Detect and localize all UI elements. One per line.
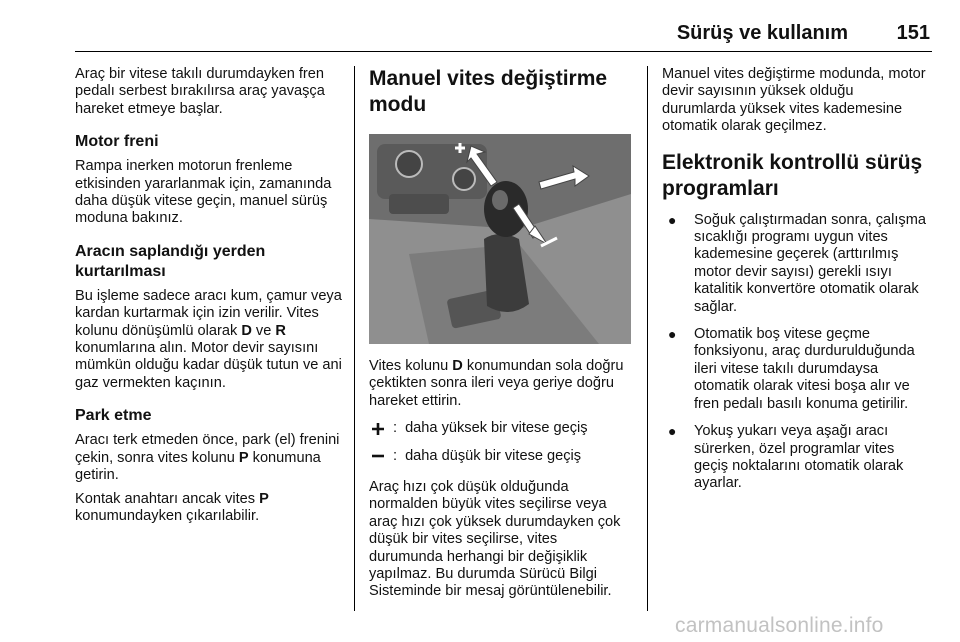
bullet-dot: ● <box>668 211 677 228</box>
manual-mode-heading: Manuel vites değiştirme modu <box>369 67 608 116</box>
plus-row <box>369 420 635 437</box>
plus-colon: : <box>393 420 398 437</box>
park-heading: Park etme <box>75 407 152 425</box>
gear-key-p-2: P <box>259 490 269 507</box>
manual-mode-paragraph-2: Araç hızı çok düşük olduğunda normalden büyük vites seçilirse veya araç hızı çok yüksek durumdayken çok düşük bir vites seçilirse, vites durumunda herhangi bir değişiklik yapılmaz. Bu durumda Sürücü Bilgi Sisteminde bir mesaj görüntülenebilir. <box>369 479 621 600</box>
list-item <box>662 326 930 413</box>
right-column <box>662 66 930 503</box>
gear-shifter-photo <box>369 134 631 344</box>
bullet-dot: ● <box>668 326 677 343</box>
minus-icon <box>369 449 387 463</box>
saplanma-text: Bu işleme sadece aracı kum, çamur veya kardan kurtarmak için izin verilir. Vites kolunu dönüşümlü olarak D ve R konumlarına alın. Motor devir sayısını mümkün olduğu kadar düşük tutun ve ani gaz vermekten kaçının. <box>75 287 342 391</box>
gear-key-r: R <box>275 322 286 339</box>
minus-label: daha düşük bir vitese geçiş <box>405 447 582 464</box>
park-text-1: Aracı terk etmeden önce, park (el) frenini çekin, sonra vites kolunu P konumuna getirin. <box>75 432 340 484</box>
electronic-programs-heading: Elektronik kontrollü sürüş programları <box>662 150 923 200</box>
list-item <box>662 212 930 316</box>
motor-freni-heading: Motor freni <box>75 133 159 151</box>
bullet-text: Yokuş yukarı veya aşağı aracı sürerken, özel programlar vites geçiş noktalarını otomatik olarak ayarlar. <box>694 423 904 492</box>
middle-column <box>369 66 635 601</box>
minus-row <box>369 448 635 465</box>
column-divider-1 <box>354 66 355 611</box>
left-column <box>75 66 345 525</box>
column-divider-2 <box>647 66 648 611</box>
plus-label: daha yüksek bir vitese geçiş <box>405 420 588 437</box>
gear-key-p: P <box>238 449 249 466</box>
watermark: carmanualsonline.info <box>675 614 884 637</box>
plus-icon <box>369 422 387 436</box>
minus-colon: : <box>393 447 398 464</box>
page-number: 151 <box>896 22 930 44</box>
list-item <box>662 423 930 493</box>
bullet-dot: ● <box>668 423 677 440</box>
intro-paragraph: Araç bir vitese takılı durumdayken fren pedalı serbest bırakılırsa araç yavaşça hareket etmeye başlar. <box>75 66 325 117</box>
header-title: Sürüş ve kullanım <box>676 22 848 44</box>
gear-key-d-2: D <box>452 358 463 374</box>
motor-freni-text: Rampa inerken motorun frenleme etkisinden yararlanmak için, zamanında daha düşük vitese geçin, manuel sürüş moduna bakınız. <box>75 158 332 227</box>
gear-key-d: D <box>241 322 252 339</box>
park-text-2: Kontak anahtarı ancak vites P konumundayken çıkarılabilir. <box>75 490 269 524</box>
programs-bullet-list <box>662 212 930 493</box>
saplanma-heading: Aracın saplandığı yerden kurtarılması <box>75 242 266 280</box>
manual-mode-paragraph-1: Vites kolunu D konumundan sola doğru çektikten sonra ileri veya geriye doğru hareket ettirin. <box>369 358 624 409</box>
header-rule <box>75 51 932 52</box>
right-intro-paragraph: Manuel vites değiştirme modunda, motor devir sayısının yüksek olduğu durumlarda yüksek vites kademesine otomatik olarak geçilmez. <box>662 66 926 135</box>
bullet-text: Soğuk çalıştırmadan sonra, çalışma sıcaklığı programı uygun vites kademesine geçerek (arttırılmış motor devir sayısı) gerekli ısıyı katalitik konvertöre otomatik olarak sağlar. <box>694 211 926 315</box>
bullet-text: Otomatik boş vitese geçme fonksiyonu, araç durdurulduğunda ileri vitese takılı durumdaysa otomatik olarak vitesi boşa alır ve fren pedalı basılı konuma getirilir. <box>694 326 915 412</box>
